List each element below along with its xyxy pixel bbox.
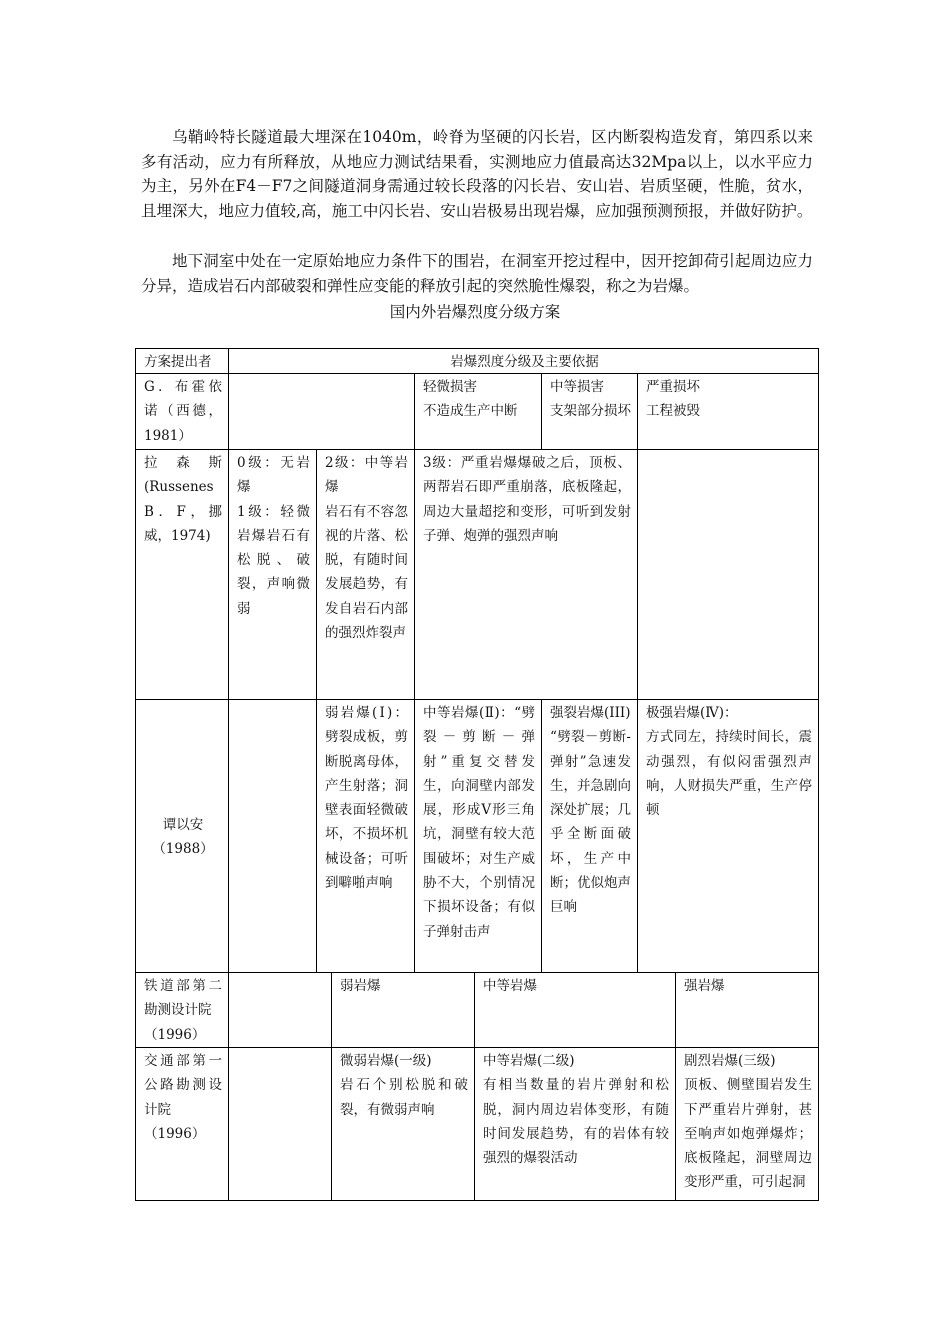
header-basis: 岩爆烈度分级及主要依据 [450, 354, 599, 370]
row5-c4: 剧烈岩爆(三级) 顶板、侧壁围岩发生下严重岩片弹射，甚至响声如炮弹爆炸；底板隆起，洞壁周边变形严重，可引起洞 [684, 1053, 812, 1191]
row1-c2: 轻微损害 不造成生产中断 [423, 379, 518, 420]
row2-c3: 3级：严重岩爆爆破之后，顶板、两帮岩石即严重崩落，底板隆起，周边大量超挖和变形，可听到发射子弹、炮弹的强烈声响 [423, 455, 631, 544]
row3-c1: 弱岩爆(Ⅰ)：劈裂成板，剪断脱离母体，产生射落；洞壁表面轻微破坏，不损坏机械设备；可听到噼啪声响 [325, 705, 408, 892]
row4-c2: 弱岩爆 [340, 978, 381, 994]
row3-proposer: 谭以安 （1988） [152, 817, 214, 858]
row3-c0 [229, 700, 316, 972]
row1-c4: 严重损坏 工程被毁 [646, 379, 700, 420]
row2-c2: 2级：中等岩爆 岩石有不容忽视的片落、松脱，有随时间发展趋势，有发自岩石内部的强烈炸裂声 [325, 455, 408, 642]
row2-proposer: 拉森斯(Russenes B．F，挪威，1974) [144, 455, 222, 544]
row1-c1 [229, 374, 414, 449]
row5-proposer: 交通部第一公路勘测设计院 （1996） [144, 1053, 222, 1142]
row2-c1: 0级：无岩爆 1级：轻微岩爆岩石有松脱、破裂，声响微弱 [237, 455, 310, 617]
row1-proposer: G．布霍依诺（西德，1981） [144, 379, 222, 444]
row3-c2: 中等岩爆(Ⅱ)：“劈裂－剪断－弹射”重复交替发生，向洞壁内部发展，形成V形三角坑，洞壁有较大范围破坏；对生产威胁不大，个别情况下损坏设备；有似子弹射击声 [423, 705, 535, 940]
table-border-right [818, 348, 819, 1201]
header-proposer: 方案提出者 [144, 354, 212, 370]
row4-c3: 中等岩爆 [483, 978, 537, 994]
definition-paragraph: 地下洞室中处在一定原始地应力条件下的围岩，在洞室开挖过程中，因开挖卸荷引起周边应力分异，造成岩石内部破裂和弹性应变能的释放引起的突然脆性爆裂，称之为岩爆。 [141, 252, 813, 295]
row4-proposer: 铁道部第二勘测设计院 （1996） [144, 978, 222, 1043]
table-border-bottom [135, 1200, 819, 1201]
row2-c4 [638, 450, 818, 699]
row3-c3: 强裂岩爆(III) “劈裂－剪断-弹射”急速发生，并急剧向深处扩展；几乎全断面破坏，生产中断；优似炮声巨响 [550, 705, 631, 916]
table-caption: 国内外岩爆烈度分级方案 [389, 303, 561, 321]
row3-c4: 极强岩爆(Ⅳ)： 方式同左，持续时间长，震动强烈，有似闷雷强烈声响，人财损失严重，生产停顿 [646, 705, 812, 819]
row4-c1 [229, 973, 331, 1047]
row5-c3: 中等岩爆(二级) 有相当数量的岩片弹射和松脱，洞内周边岩体变形，有随时间发展趋势，有的岩体有较强烈的爆裂活动 [483, 1053, 669, 1167]
row5-c2: 微弱岩爆(一级) 岩石个别松脱和破裂，有微弱声响 [340, 1053, 468, 1118]
row4-c4: 强岩爆 [684, 978, 725, 994]
row1-c3: 中等损害 支架部分损坏 [550, 379, 631, 420]
row5-c1 [229, 1048, 331, 1200]
intro-paragraph: 乌鞘岭特长隧道最大埋深在1040m，岭脊为坚硬的闪长岩，区内断裂构造发育，第四系以来多有活动，应力有所释放，从地应力测试结果看，实测地应力值最高达32Mpa以上，以水平应力为主，另外在F4－F7之间隧道洞身需通过较长段落的闪长岩、安山岩、岩质坚硬，性脆，贫水，且埋深大，地应力值较,高，施工中闪长岩、安山岩极易出现岩爆，应加强预测预报，并做好防护。 [141, 128, 813, 220]
